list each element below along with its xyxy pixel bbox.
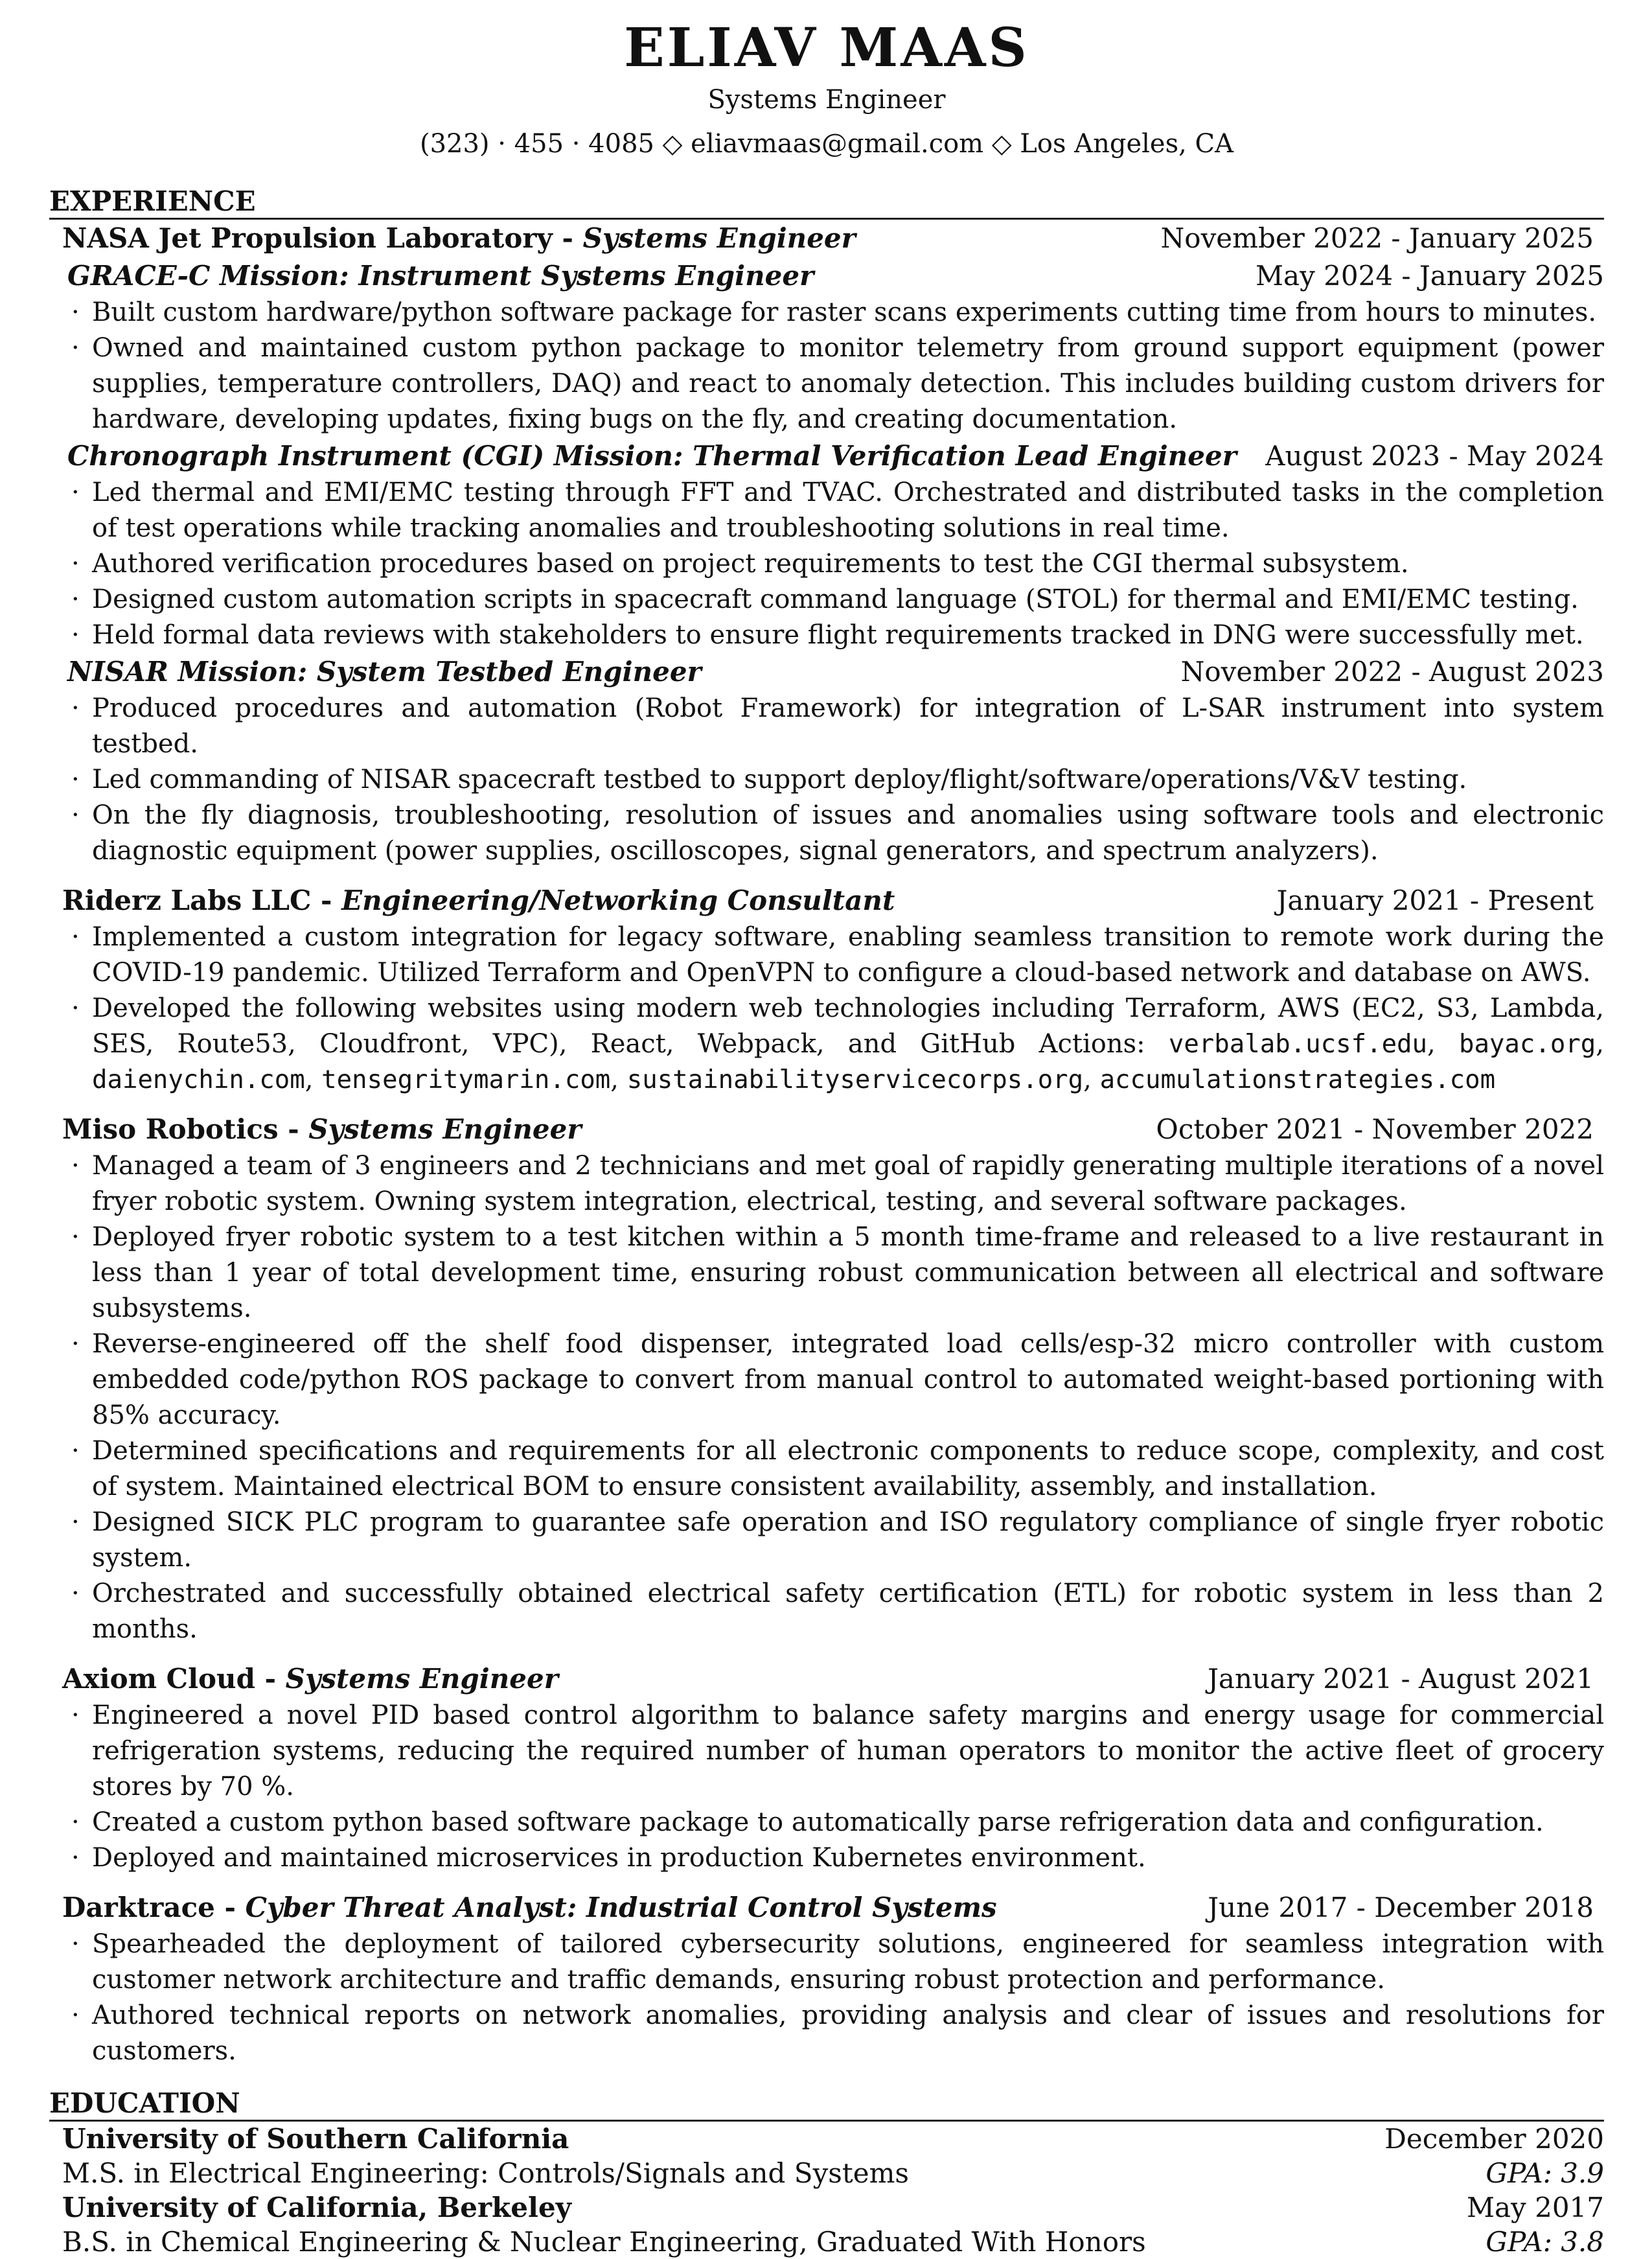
education-heading: EDUCATION bbox=[49, 2087, 240, 2119]
gpa: GPA: 3.9 bbox=[1486, 2157, 1604, 2189]
degree: M.S. in Electrical Engineering: Controls/Signals and Systems bbox=[62, 2157, 909, 2189]
project-title: GRACE-C Mission: Instrument Systems Engineer bbox=[67, 260, 814, 292]
job-role: Systems Engineer bbox=[285, 1663, 558, 1695]
bullet-text: Developed the following websites using modern web technologies including Terraform, AWS (EC2, S3, Lambda, SES, Route53, Cloudfront, VPC), React, Webpack, and GitHub Actions: bbox=[92, 993, 1604, 1059]
job-dates: January 2021 - Present bbox=[1276, 885, 1594, 916]
bullet-list bbox=[49, 1148, 1604, 1647]
education-school-row bbox=[49, 2190, 1604, 2225]
bullet-item: · Reverse-engineered off the shelf food dispenser, integrated load cells/esp-32 micro controller with custom embedded code/python ROS package to convert from manual control to automated weight-based portioning with 85% accuracy. bbox=[49, 1326, 1604, 1433]
job-dates: October 2021 - November 2022 bbox=[1156, 1113, 1594, 1145]
job-axiom-cloud bbox=[49, 1660, 1604, 1876]
bullet-item: · Held formal data reviews with stakeholders to ensure flight requirements tracked in DNG were successfully met. bbox=[49, 618, 1604, 653]
candidate-title: Systems Engineer bbox=[707, 85, 946, 115]
bullet-list bbox=[49, 1927, 1604, 2069]
bullet-item: · Created a custom python based software package to automatically parse refrigeration data and configuration. bbox=[49, 1805, 1604, 1840]
company-name: Riderz Labs LLC - bbox=[62, 885, 342, 916]
job-title-line bbox=[62, 1660, 558, 1698]
education-degree-row bbox=[49, 2156, 1604, 2190]
bullet-item: · Orchestrated and successfully obtained electrical safety certification (ETL) for robotic system in less than 2 months. bbox=[49, 1576, 1604, 1647]
spacer bbox=[49, 1098, 1604, 1111]
company-name: Miso Robotics - bbox=[62, 1113, 309, 1145]
candidate-name: ELIAV MAAS bbox=[624, 17, 1029, 79]
graduation-date: May 2017 bbox=[1466, 2192, 1604, 2223]
bullet-item: · Implemented a custom integration for legacy software, enabling seamless transition to remote work during the COVID-19 pandemic. Utilized Terraform and OpenVPN to configure a cloud-based network and database on AWS. bbox=[49, 920, 1604, 991]
company-name: Darktrace - bbox=[62, 1892, 246, 1923]
spacer bbox=[49, 1876, 1604, 1889]
project-header bbox=[49, 653, 1604, 691]
job-header bbox=[49, 882, 1604, 920]
bullet-item: · Deployed fryer robotic system to a test kitchen within a 5 month time-frame and released to a live restaurant in less than 1 year of total development time, ensuring robust communication between all electrical and software subsystems. bbox=[49, 1220, 1604, 1326]
website-link[interactable]: tensegritymarin.com bbox=[321, 1065, 611, 1095]
gpa: GPA: 3.8 bbox=[1486, 2226, 1604, 2258]
bullet-item: · Designed custom automation scripts in spacecraft command language (STOL) for thermal and EMI/EMC testing. bbox=[49, 582, 1604, 618]
bullet-item: · Led thermal and EMI/EMC testing through FFT and TVAC. Orchestrated and distributed tasks in the completion of test operations while tracking anomalies and troubleshooting solutions in real time. bbox=[49, 475, 1604, 546]
project-title: NISAR Mission: System Testbed Engineer bbox=[67, 656, 702, 688]
job-dates: November 2022 - January 2025 bbox=[1160, 222, 1594, 254]
job-title-line bbox=[62, 882, 895, 920]
resume-header bbox=[49, 17, 1604, 167]
degree: B.S. in Chemical Engineering & Nuclear Engineering, Graduated With Honors bbox=[62, 2226, 1146, 2258]
website-link[interactable]: sustainabilityservicecorps.org bbox=[626, 1065, 1084, 1095]
job-nasa-jpl bbox=[49, 220, 1604, 869]
job-title-line bbox=[62, 220, 856, 257]
bullet-item: · Owned and maintained custom python package to monitor telemetry from ground support equipment (power supplies, temperature controllers, DAQ) and react to anomaly detection. This includes building custom drivers for hardware, developing updates, fixing bugs on the fly, and creating documentation. bbox=[49, 330, 1604, 437]
project-dates: August 2023 - May 2024 bbox=[1265, 440, 1604, 472]
job-role: Systems Engineer bbox=[308, 1113, 582, 1145]
job-header bbox=[49, 1660, 1604, 1698]
job-role: Cyber Threat Analyst: Industrial Control Systems bbox=[245, 1892, 997, 1923]
bullet-item: · Built custom hardware/python software package for raster scans experiments cutting time from hours to minutes. bbox=[49, 295, 1604, 330]
website-link[interactable]: daienychin.com bbox=[92, 1065, 305, 1095]
project-title: Chronograph Instrument (CGI) Mission: Thermal Verification Lead Engineer bbox=[67, 440, 1237, 472]
project-header bbox=[49, 257, 1604, 295]
project-dates: May 2024 - January 2025 bbox=[1256, 260, 1604, 292]
bullet-item: · Designed SICK PLC program to guarantee safe operation and ISO regulatory compliance of single fryer robotic system. bbox=[49, 1505, 1604, 1576]
spacer bbox=[49, 869, 1604, 882]
company-name: Axiom Cloud - bbox=[62, 1663, 286, 1695]
experience-heading: EXPERIENCE bbox=[49, 185, 256, 217]
job-riderz-labs bbox=[49, 882, 1604, 1098]
bullet-item: · Deployed and maintained microservices in production Kubernetes environment. bbox=[49, 1840, 1604, 1876]
bullet-item: · Determined specifications and requirements for all electronic components to reduce scope, complexity, and cost of system. Maintained electrical BOM to ensure consistent availability, assembly, and installation. bbox=[49, 1433, 1604, 1505]
school-name: University of Southern California bbox=[62, 2123, 569, 2155]
bullet-item: · Authored verification procedures based on project requirements to test the CGI thermal subsystem. bbox=[49, 546, 1604, 582]
job-header bbox=[49, 1889, 1604, 1927]
bullet-item: · Managed a team of 3 engineers and 2 technicians and met goal of rapidly generating multiple iterations of a novel fryer robotic system. Owning system integration, electrical, testing, and several software packages. bbox=[49, 1148, 1604, 1220]
project-header bbox=[49, 437, 1604, 475]
job-header bbox=[49, 220, 1604, 257]
bullet-list bbox=[49, 1698, 1604, 1876]
bullet-item: · Led commanding of NISAR spacecraft testbed to support deploy/flight/software/operations/V&V testing. bbox=[49, 762, 1604, 798]
bullet-item: · Authored technical reports on network anomalies, providing analysis and clear of issues and resolutions for customers. bbox=[49, 1998, 1604, 2069]
job-dates: June 2017 - December 2018 bbox=[1208, 1892, 1594, 1923]
job-darktrace bbox=[49, 1889, 1604, 2069]
education-degree-row bbox=[49, 2225, 1604, 2259]
bullet-list bbox=[49, 295, 1604, 437]
bullet-item: · Spearheaded the deployment of tailored cybersecurity solutions, engineered for seamless integration with customer network architecture and traffic demands, ensuring robust protection and performance. bbox=[49, 1927, 1604, 1998]
job-title-line bbox=[62, 1889, 997, 1927]
website-link[interactable]: accumulationstrategies.com bbox=[1099, 1065, 1496, 1095]
bullet-item: · Engineered a novel PID based control algorithm to balance safety margins and energy usage for commercial refrigeration systems, reducing the required number of human operators to monitor the active fleet of grocery stores by 70 %. bbox=[49, 1698, 1604, 1805]
job-title-line bbox=[62, 1111, 581, 1148]
contact-line: (323) · 455 · 4085 ◇ eliavmaas@gmail.com ◇ Los Angeles, CA bbox=[419, 129, 1234, 159]
company-name: NASA Jet Propulsion Laboratory - bbox=[62, 222, 583, 254]
job-role: Engineering/Networking Consultant bbox=[341, 885, 895, 916]
bullet-item: · Produced procedures and automation (Robot Framework) for integration of L-SAR instrument into system testbed. bbox=[49, 691, 1604, 762]
project-dates: November 2022 - August 2023 bbox=[1180, 656, 1604, 688]
job-dates: January 2021 - August 2021 bbox=[1208, 1663, 1594, 1695]
bullet-item: · On the fly diagnosis, troubleshooting, resolution of issues and anomalies using software tools and electronic diagnostic equipment (power supplies, oscilloscopes, signal generators, and spectrum analyzers). bbox=[49, 798, 1604, 869]
school-name: University of California, Berkeley bbox=[62, 2192, 572, 2223]
education-list bbox=[49, 2122, 1604, 2259]
graduation-date: December 2020 bbox=[1384, 2123, 1604, 2155]
education-school-row bbox=[49, 2122, 1604, 2156]
job-header bbox=[49, 1111, 1604, 1148]
bullet-list bbox=[49, 691, 1604, 869]
job-miso-robotics bbox=[49, 1111, 1604, 1647]
bullet-list bbox=[49, 920, 1604, 1098]
resume-page bbox=[49, 0, 1604, 2259]
website-link[interactable]: bayac.org bbox=[1458, 1030, 1596, 1059]
bullet-list bbox=[49, 475, 1604, 653]
spacer bbox=[49, 1647, 1604, 1660]
website-link[interactable]: verbalab.ucsf.edu bbox=[1168, 1030, 1428, 1059]
bullet-item: · Developed the following websites using modern web technologies including Terraform, AWS (EC2, S3, Lambda, SES, Route53, Cloudfront, VPC), React, Webpack, and GitHub Actions: verbalab.ucsf.edu, bayac.org, daienychin.com, tensegritymarin.com, sustainabilityservicecorps.org, accumulationstrategies.com bbox=[49, 991, 1604, 1098]
job-role: Systems Engineer bbox=[582, 222, 856, 254]
